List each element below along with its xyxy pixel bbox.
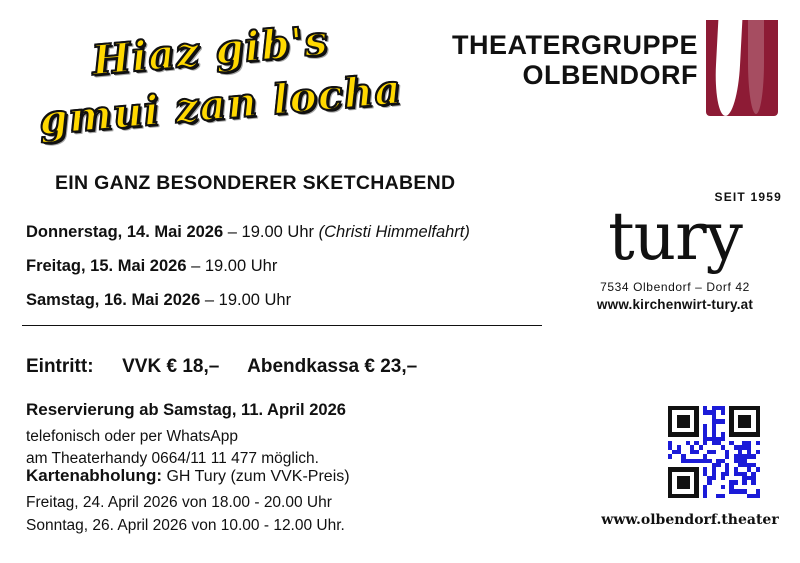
date-note: (Christi Himmelfahrt) xyxy=(318,223,470,241)
pickup-title xyxy=(26,466,546,486)
theatre-group-line-2: OLBENDORF xyxy=(522,60,698,91)
prices-label: Eintritt: xyxy=(26,356,94,377)
date-time: 19.00 Uhr xyxy=(204,257,278,275)
boxoffice-label: Abendkassa xyxy=(247,356,360,377)
dates-list xyxy=(26,223,546,325)
headline-line-1: Hiaz gib's xyxy=(89,16,331,85)
advance-price: € 18,– xyxy=(166,356,220,377)
tury-address: 7534 Olbendorf – Dorf 42 xyxy=(600,280,750,294)
boxoffice-price: € 23,– xyxy=(364,356,418,377)
advance-label: VVK xyxy=(122,356,162,377)
tury-logo xyxy=(560,190,790,312)
headline-line-2: gmui zan locha xyxy=(36,65,404,145)
date-row xyxy=(26,257,546,276)
qr-code[interactable] xyxy=(668,406,760,498)
pickup-title-rest: GH Tury (zum VVK-Preis) xyxy=(166,468,350,485)
reservation-block xyxy=(26,400,546,471)
prices-line xyxy=(26,356,417,378)
reservation-title xyxy=(26,400,546,420)
pickup-line-2: Sonntag, 26. April 2026 von 10.00 - 12.00 Uhr. xyxy=(26,517,345,535)
date-row xyxy=(26,223,546,242)
theatre-group-logo xyxy=(451,20,784,116)
tury-since-label: SEIT 1959 xyxy=(714,190,782,204)
theatre-group-wordmark xyxy=(452,30,698,90)
pickup-block xyxy=(26,466,546,538)
date-dash: – xyxy=(191,257,201,275)
tury-website: www.kirchenwirt-tury.at xyxy=(596,297,754,312)
reservation-title-strong: Reservierung xyxy=(26,400,135,419)
date-day: Freitag, 15. Mai 2026 xyxy=(26,257,187,275)
date-time: 19.00 Uhr xyxy=(218,291,292,309)
reservation-title-rest: ab Samstag, 11. April 2026 xyxy=(139,401,346,419)
date-day: Samstag, 16. Mai 2026 xyxy=(26,291,201,309)
headline-block xyxy=(24,5,432,150)
subheadline: EIN GANZ BESONDERER SKETCHABEND xyxy=(55,172,456,194)
reservation-line-2: am Theaterhandy 0664/11 11 477 möglich. xyxy=(26,450,319,468)
horizontal-divider xyxy=(22,325,542,326)
date-dash: – xyxy=(204,291,215,309)
reservation-line-1: telefonisch oder per WhatsApp xyxy=(26,428,238,445)
date-dash: – xyxy=(227,223,237,241)
pickup-title-strong: Kartenabholung: xyxy=(26,466,162,485)
tury-wordmark: tury xyxy=(608,198,742,275)
date-row xyxy=(26,291,546,310)
date-day: Donnerstag, 14. Mai 2026 xyxy=(26,223,224,241)
theatre-group-line-1: THEATERGRUPPE xyxy=(451,30,698,60)
curtain-icon xyxy=(706,20,778,116)
date-time: 19.00 Uhr xyxy=(241,223,315,241)
pickup-line-1: Freitag, 24. April 2026 von 18.00 - 20.00 Uhr xyxy=(26,494,332,511)
poster-website: www.olbendorf.theater xyxy=(601,512,779,528)
